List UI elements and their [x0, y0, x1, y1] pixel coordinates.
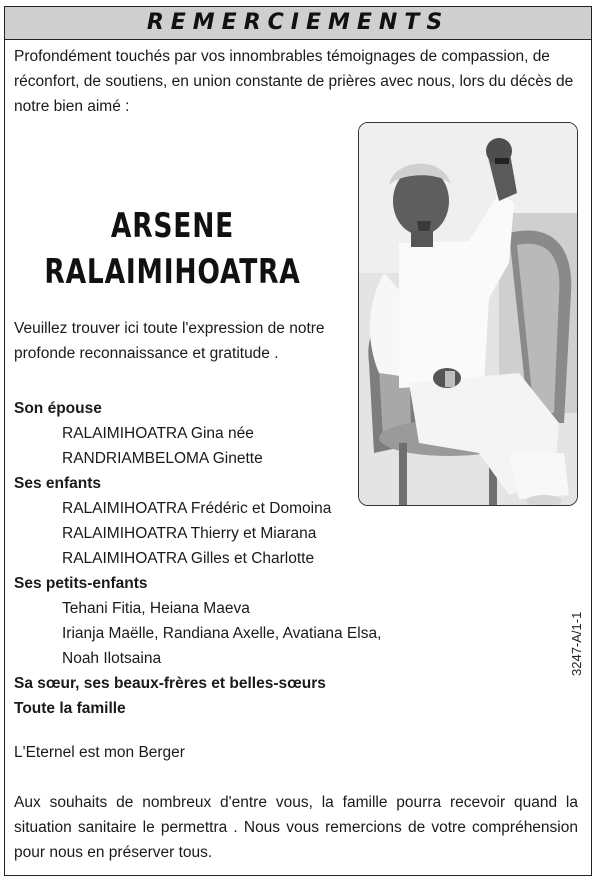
family-list	[14, 396, 534, 721]
siblings-line: Sa sœur, ses beaux-frères et belles-sœurs	[14, 675, 326, 692]
list-item: RALAIMIHOATRA Gina née	[62, 425, 254, 442]
list-item: RALAIMIHOATRA Gilles et Charlotte	[62, 550, 315, 567]
motto-line: L'Eternel est mon Berger	[14, 744, 185, 761]
thanks-paragraph: Veuillez trouver ici toute l'expression de notre profonde reconnaissance et gratitude .	[14, 320, 325, 362]
list-item: Irianja Maëlle, Randiana Axelle, Avatiana Elsa,	[62, 625, 382, 642]
list-item: RALAIMIHOATRA Frédéric et Domoina	[62, 500, 332, 517]
header-title: REMERCIEMENTS	[146, 10, 450, 35]
list-item: Tehani Fitia, Heiana Maeva	[62, 600, 250, 617]
children-heading: Ses enfants	[14, 475, 102, 492]
deceased-last-name: RALAIMIHOATRA	[44, 252, 301, 292]
list-item: Noah Ilotsaina	[62, 650, 162, 667]
deceased-first-name: ARSENE	[110, 206, 235, 246]
list-item: RANDRIAMBELOMA Ginette	[62, 450, 263, 467]
grandchildren-heading: Ses petits-enfants	[14, 575, 148, 592]
all-family-line: Toute la famille	[14, 700, 126, 717]
list-item: RALAIMIHOATRA Thierry et Miarana	[62, 525, 317, 542]
intro-paragraph: Profondément touchés par vos innombrables témoignages de compassion, de réconfort, de soutiens, en union constante de prières avec nous, lors du décès de notre bien aimé :	[14, 48, 574, 115]
spouse-heading: Son épouse	[14, 400, 102, 417]
reference-code: 3247-A/1-1	[569, 611, 584, 676]
closing-paragraph: Aux souhaits de nombreux d'entre vous, la famille pourra recevoir quand la situation sanitaire le permettra . Nous vous remercions de votre compréhension pour nous en préserver tous.	[14, 794, 578, 861]
header-banner	[5, 7, 591, 40]
